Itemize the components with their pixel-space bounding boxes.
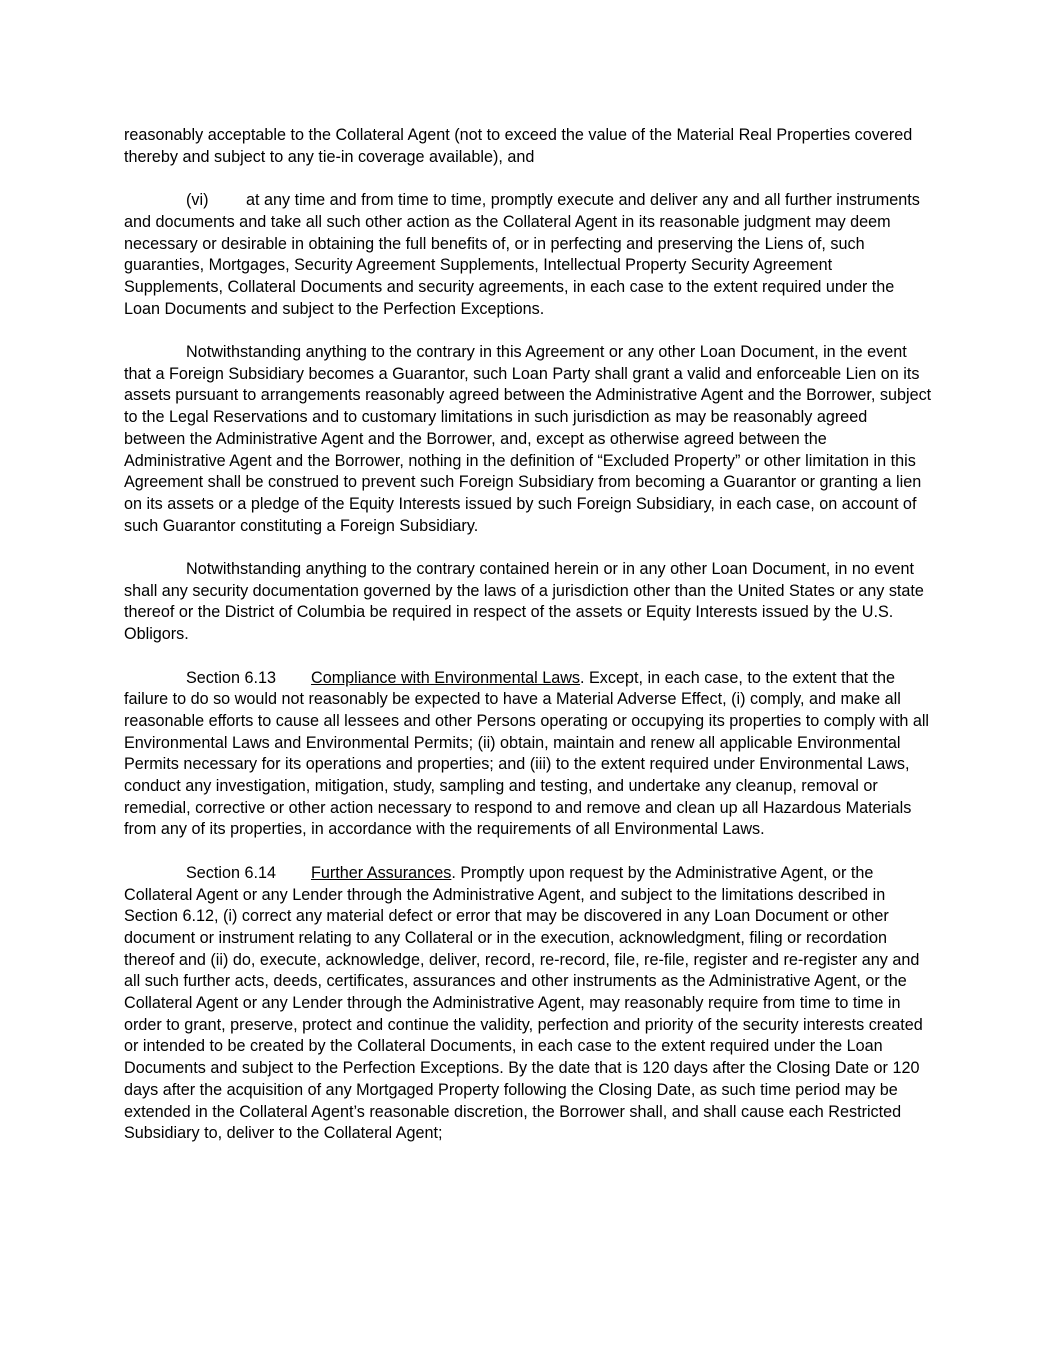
section-number: Section 6.14 xyxy=(186,863,276,882)
paragraph-clause-vi xyxy=(124,190,932,320)
section-heading: Compliance with Environmental Laws xyxy=(311,668,581,687)
paragraph-security-documentation: Notwithstanding anything to the contrary contained herein or in any other Loan Document, in no event shall any security documentation governed by the laws of a jurisdiction other than the United States or any state thereof or the District of Columbia be required in respect of the assets or Equity Interests issued by the U.S. Obligors. xyxy=(124,560,924,644)
section-text: . Promptly upon request by the Administrative Agent, or the Collateral Agent or any Lender through the Administrative Agent, and subject to the limitations described in Section 6.12, (i) correct any material defect or error that may be discovered in any Loan Document or other document or instrument relating to any Collateral or in the execution, acknowledgment, filing or recordation thereof and (ii) do, execute, acknowledge, deliver, record, re-record, file, re-file, register and re-register any and all such further acts, deeds, certificates, assurances and other instruments as the Administrative Agent, or the Collateral Agent or any Lender through the Administrative Agent, may reasonably require from time to time in order to grant, preserve, protect and continue the validity, perfection and priority of the security interests created or intended to be created by the Collateral Documents, in each case to the extent required under the Loan Documents and subject to the Perfection Exceptions. By the date that is 120 days after the Closing Date or 120 days after the acquisition of any Mortgaged Property following the Closing Date, as such time period may be extended in the Collateral Agent’s reasonable discretion, the Borrower shall, and shall cause each Restricted Subsidiary to, deliver to the Collateral Agent; xyxy=(124,863,923,1143)
clause-vi-text: at any time and from time to time, promptly execute and deliver any and all further instruments and documents and take all such other action as the Collateral Agent in its reasonable judgment may deem necessary or desirable in obtaining the full benefits of, or in perfecting and preserving the Liens of, such guaranties, Mortgages, Security Agreement Supplements, Intellectual Property Security Agreement Supplements, Collateral Documents and security agreements, in each case to the extent required under the Loan Documents and subject to the Perfection Exceptions. xyxy=(124,191,920,318)
section-6-13 xyxy=(124,668,932,842)
paragraph-continuation: reasonably acceptable to the Collateral Agent (not to exceed the value of the Material Real Properties covered thereby and subject to any tie-in coverage available), and xyxy=(124,126,913,166)
section-6-14 xyxy=(124,863,932,1145)
paragraph-foreign-subsidiary: Notwithstanding anything to the contrary in this Agreement or any other Loan Document, in the event that a Foreign Subsidiary becomes a Guarantor, such Loan Party shall grant a valid and enforceable Lien on its assets pursuant to arrangements reasonably agreed between the Administrative Agent and the Borrower, subject to the Legal Reservations and to customary limitations in such jurisdiction as may be reasonably agreed between the Administrative Agent and the Borrower, and, except as otherwise agreed between the Administrative Agent and the Borrower, nothing in the definition of “Excluded Property” or other limitation in this Agreement shall be construed to prevent such Foreign Subsidiary from becoming a Guarantor or granting a lien on its assets or a pledge of the Equity Interests issued by such Foreign Subsidiary, in each case, on account of such Guarantor constituting a Foreign Subsidiary. xyxy=(124,343,932,535)
clause-marker: (vi) xyxy=(186,191,209,210)
section-number: Section 6.13 xyxy=(186,668,276,687)
section-text: . Except, in each case, to the extent that the failure to do so would not reasonably be expected to have a Material Adverse Effect, (i) comply, and make all reasonable efforts to cause all lessees and other Persons operating or occupying its properties to comply with all Environmental Laws and Environmental Permits; (ii) obtain, maintain and renew all applicable Environmental Permits necessary for its operations and properties; and (iii) to the extent required under Environmental Laws, conduct any investigation, mitigation, study, sampling and testing, and undertake any cleanup, removal or remedial, corrective or other action necessary to respond to and remove and clean up all Hazardous Materials from any of its properties, in accordance with the requirements of all Environmental Laws. xyxy=(124,668,930,839)
section-heading: Further Assurances xyxy=(311,863,452,882)
document-body xyxy=(124,125,932,1167)
